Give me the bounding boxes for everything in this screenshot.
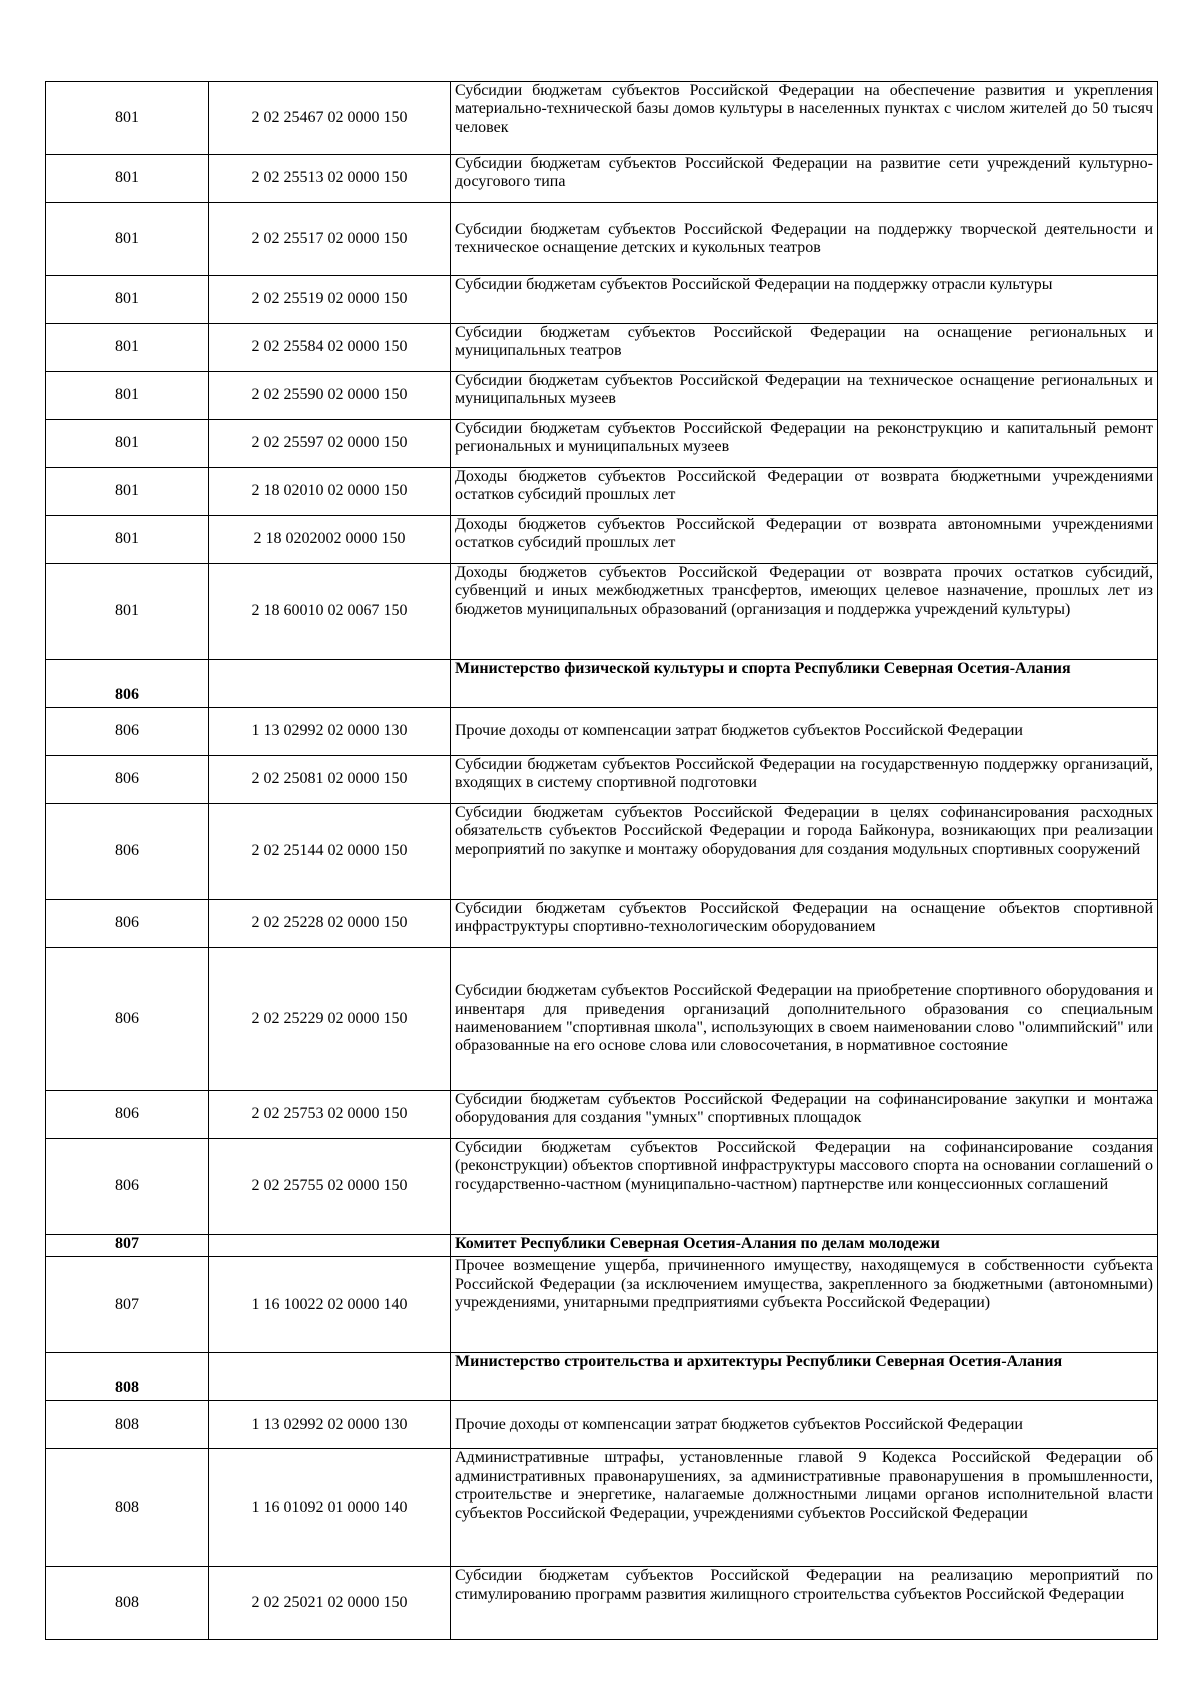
kbk-code-cell <box>209 660 451 708</box>
table-row <box>46 1257 1158 1353</box>
admin-code-cell: 801 <box>46 468 209 516</box>
admin-code-cell: 808 <box>46 1401 209 1449</box>
ministry-name-cell: Комитет Республики Северная Осетия-Алания по делам молодежи <box>451 1235 1158 1257</box>
kbk-code-cell: 2 02 25144 02 0000 150 <box>209 804 451 900</box>
description-cell: Прочие доходы от компенсации затрат бюджетов субъектов Российской Федерации <box>451 1401 1158 1449</box>
description-cell: Доходы бюджетов субъектов Российской Федерации от возврата бюджетными учреждениями остатков субсидий прошлых лет <box>451 468 1158 516</box>
admin-code-cell: 806 <box>46 804 209 900</box>
table-row <box>46 468 1158 516</box>
kbk-code-cell: 2 02 25021 02 0000 150 <box>209 1567 451 1640</box>
admin-code-cell: 808 <box>46 1353 209 1401</box>
admin-code-cell: 806 <box>46 1091 209 1139</box>
admin-code-cell: 806 <box>46 660 209 708</box>
table-row <box>46 1567 1158 1640</box>
description-cell: Прочее возмещение ущерба, причиненного имуществу, находящемуся в собственности субъекта Российской Федерации (за исключением имущества, закрепленного за бюджетными (автономными) учреждениями, унитарными предприятиями субъекта Российской Федерации) <box>451 1257 1158 1353</box>
kbk-code-cell: 2 02 25229 02 0000 150 <box>209 948 451 1091</box>
admin-code-cell: 806 <box>46 708 209 756</box>
description-cell: Субсидии бюджетам субъектов Российской Федерации на приобретение спортивного оборудования и инвентаря для приведения организаций дополнительного образования со специальным наименованием "спортивная школа", использующих в своем наименовании слово "олимпийский" или образованные на его основе слова или словосочетания, в нормативное состояние <box>451 948 1158 1091</box>
kbk-code-cell: 2 02 25590 02 0000 150 <box>209 372 451 420</box>
table-row <box>46 276 1158 324</box>
table-row <box>46 804 1158 900</box>
description-cell: Субсидии бюджетам субъектов Российской Федерации на обеспечение развития и укрепления материально-технической базы домов культуры в населенных пунктах с числом жителей до 50 тысяч человек <box>451 82 1158 155</box>
section-header-row <box>46 660 1158 708</box>
description-cell: Административные штрафы, установленные главой 9 Кодекса Российской Федерации об административных правонарушениях, за административные правонарушения в промышленности, строительстве и энергетике, налагаемые должностными лицами органов исполнительной власти субъектов Российской Федерации, учреждениями субъектов Российской Федерации <box>451 1449 1158 1567</box>
admin-code-cell: 806 <box>46 900 209 948</box>
kbk-code-cell: 2 02 25584 02 0000 150 <box>209 324 451 372</box>
kbk-code-cell <box>209 1353 451 1401</box>
kbk-code-cell: 2 02 25513 02 0000 150 <box>209 155 451 203</box>
admin-code-cell: 807 <box>46 1257 209 1353</box>
description-cell: Субсидии бюджетам субъектов Российской Федерации на поддержку творческой деятельности и техническое оснащение детских и кукольных театров <box>451 203 1158 276</box>
kbk-code-cell: 1 13 02992 02 0000 130 <box>209 1401 451 1449</box>
table-row <box>46 1139 1158 1235</box>
table-row <box>46 1449 1158 1567</box>
table-row <box>46 155 1158 203</box>
table-body <box>46 82 1158 1640</box>
table-row <box>46 564 1158 660</box>
description-cell: Субсидии бюджетам субъектов Российской Федерации на поддержку отрасли культуры <box>451 276 1158 324</box>
section-header-row <box>46 1353 1158 1401</box>
description-cell: Субсидии бюджетам субъектов Российской Федерации на оснащение региональных и муниципальных театров <box>451 324 1158 372</box>
kbk-code-cell: 1 16 10022 02 0000 140 <box>209 1257 451 1353</box>
description-cell: Субсидии бюджетам субъектов Российской Федерации на государственную поддержку организаций, входящих в систему спортивной подготовки <box>451 756 1158 804</box>
revenue-codes-table <box>45 81 1158 1640</box>
kbk-code-cell: 2 18 02010 02 0000 150 <box>209 468 451 516</box>
table-row <box>46 948 1158 1091</box>
kbk-code-cell <box>209 1235 451 1257</box>
kbk-code-cell: 2 02 25081 02 0000 150 <box>209 756 451 804</box>
ministry-name-cell: Министерство строительства и архитектуры Республики Северная Осетия-Алания <box>451 1353 1158 1401</box>
admin-code-cell: 801 <box>46 420 209 468</box>
table-row <box>46 516 1158 564</box>
description-cell: Субсидии бюджетам субъектов Российской Федерации на оснащение объектов спортивной инфраструктуры спортивно-технологическим оборудованием <box>451 900 1158 948</box>
kbk-code-cell: 2 02 25753 02 0000 150 <box>209 1091 451 1139</box>
admin-code-cell: 806 <box>46 756 209 804</box>
description-cell: Субсидии бюджетам субъектов Российской Федерации на реконструкцию и капитальный ремонт региональных и муниципальных музеев <box>451 420 1158 468</box>
admin-code-cell: 801 <box>46 276 209 324</box>
kbk-code-cell: 2 02 25228 02 0000 150 <box>209 900 451 948</box>
kbk-code-cell: 2 02 25755 02 0000 150 <box>209 1139 451 1235</box>
kbk-code-cell: 2 18 60010 02 0067 150 <box>209 564 451 660</box>
kbk-code-cell: 1 16 01092 01 0000 140 <box>209 1449 451 1567</box>
description-cell: Субсидии бюджетам субъектов Российской Федерации на развитие сети учреждений культурно-досугового типа <box>451 155 1158 203</box>
admin-code-cell: 801 <box>46 516 209 564</box>
table-row <box>46 324 1158 372</box>
table-row <box>46 82 1158 155</box>
description-cell: Субсидии бюджетам субъектов Российской Федерации на софинансирование закупки и монтажа оборудования для создания "умных" спортивных площадок <box>451 1091 1158 1139</box>
kbk-code-cell: 2 02 25519 02 0000 150 <box>209 276 451 324</box>
admin-code-cell: 807 <box>46 1235 209 1257</box>
description-cell: Субсидии бюджетам субъектов Российской Федерации на реализацию мероприятий по стимулированию программ развития жилищного строительства субъектов Российской Федерации <box>451 1567 1158 1640</box>
admin-code-cell: 801 <box>46 324 209 372</box>
description-cell: Прочие доходы от компенсации затрат бюджетов субъектов Российской Федерации <box>451 708 1158 756</box>
kbk-code-cell: 2 02 25517 02 0000 150 <box>209 203 451 276</box>
table-row <box>46 1401 1158 1449</box>
table-row <box>46 708 1158 756</box>
section-header-row <box>46 1235 1158 1257</box>
kbk-code-cell: 2 02 25467 02 0000 150 <box>209 82 451 155</box>
admin-code-cell: 801 <box>46 82 209 155</box>
table-row <box>46 203 1158 276</box>
ministry-name-cell: Министерство физической культуры и спорта Республики Северная Осетия-Алания <box>451 660 1158 708</box>
admin-code-cell: 801 <box>46 564 209 660</box>
kbk-code-cell: 1 13 02992 02 0000 130 <box>209 708 451 756</box>
table-row <box>46 1091 1158 1139</box>
admin-code-cell: 808 <box>46 1567 209 1640</box>
description-cell: Субсидии бюджетам субъектов Российской Федерации на софинансирование создания (реконструкции) объектов спортивной инфраструктуры массового спорта на основании соглашений о государственно-частном (муниципально-частном) партнерстве или концессионных соглашений <box>451 1139 1158 1235</box>
table-row <box>46 420 1158 468</box>
table-row <box>46 756 1158 804</box>
description-cell: Субсидии бюджетам субъектов Российской Федерации в целях софинансирования расходных обязательств субъектов Российской Федерации и города Байконура, возникающих при реализации мероприятий по закупке и монтажу оборудования для создания модульных спортивных сооружений <box>451 804 1158 900</box>
kbk-code-cell: 2 02 25597 02 0000 150 <box>209 420 451 468</box>
admin-code-cell: 801 <box>46 372 209 420</box>
admin-code-cell: 806 <box>46 1139 209 1235</box>
admin-code-cell: 806 <box>46 948 209 1091</box>
table-row <box>46 900 1158 948</box>
table-row <box>46 372 1158 420</box>
description-cell: Доходы бюджетов субъектов Российской Федерации от возврата прочих остатков субсидий, субвенций и иных межбюджетных трансфертов, имеющих целевое назначение, прошлых лет из бюджетов муниципальных образований (организация и поддержка учреждений культуры) <box>451 564 1158 660</box>
admin-code-cell: 801 <box>46 203 209 276</box>
description-cell: Субсидии бюджетам субъектов Российской Федерации на техническое оснащение региональных и муниципальных музеев <box>451 372 1158 420</box>
description-cell: Доходы бюджетов субъектов Российской Федерации от возврата автономными учреждениями остатков субсидий прошлых лет <box>451 516 1158 564</box>
admin-code-cell: 808 <box>46 1449 209 1567</box>
admin-code-cell: 801 <box>46 155 209 203</box>
kbk-code-cell: 2 18 0202002 0000 150 <box>209 516 451 564</box>
